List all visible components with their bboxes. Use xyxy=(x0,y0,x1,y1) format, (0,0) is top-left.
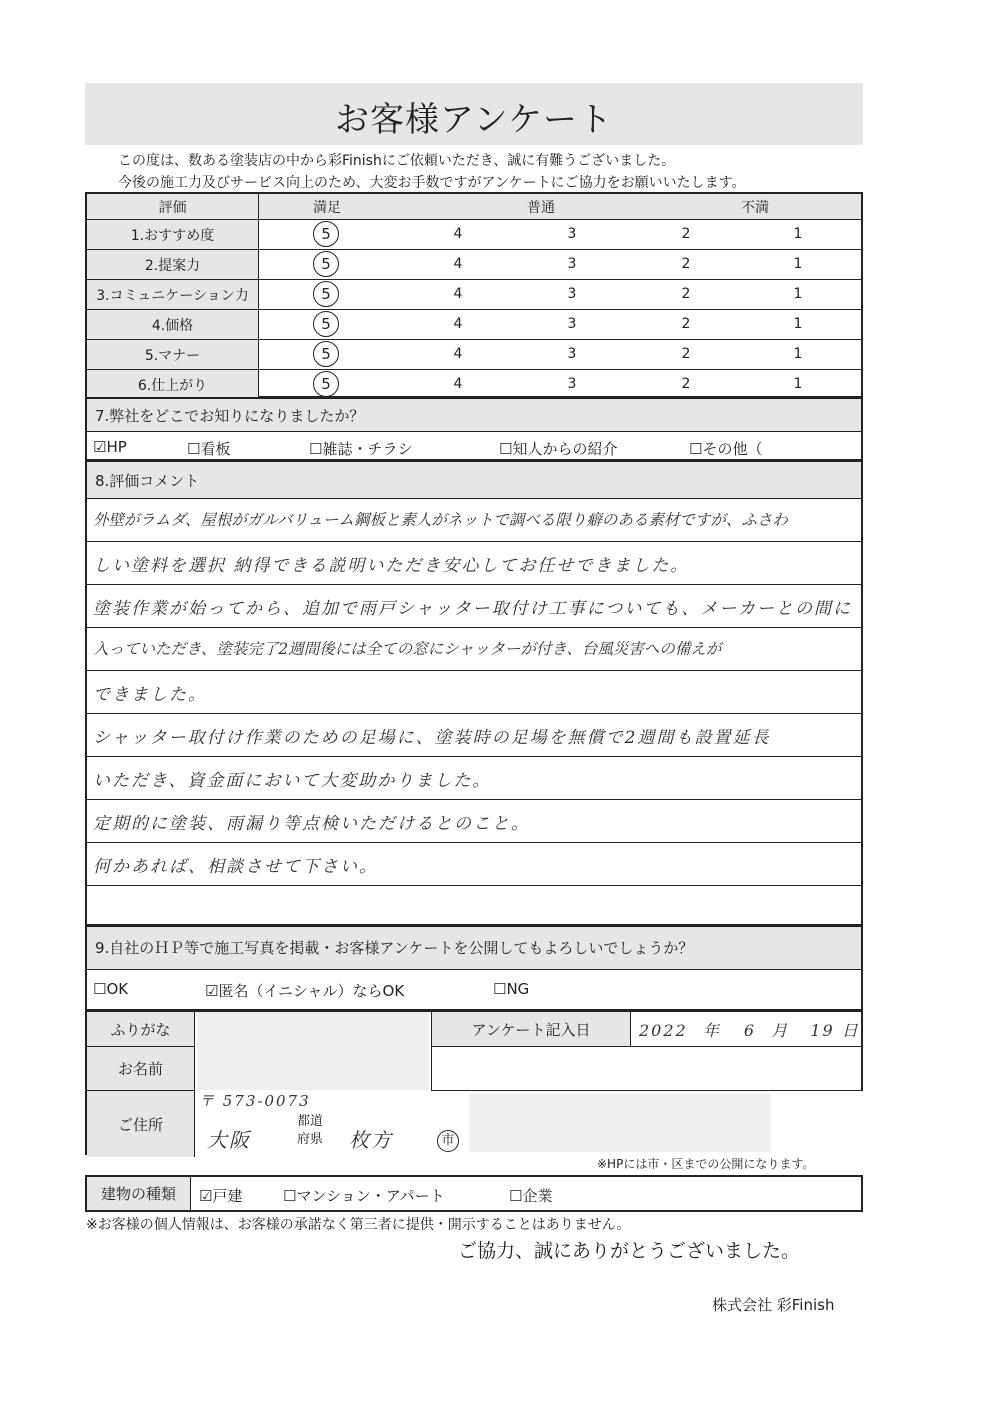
building-option-company-label: 企業 xyxy=(522,1187,553,1205)
name-divider xyxy=(431,1090,863,1091)
date-divider xyxy=(431,1046,863,1047)
rating-selected-score[interactable]: 5 xyxy=(313,311,339,337)
handwritten-comment: 塗装作業が始ってから、追加で雨戸シャッター取付け工事についても、メーカーとの間に xyxy=(93,599,852,619)
rating-table xyxy=(85,192,863,398)
rating-row xyxy=(87,309,861,339)
date-year-unit: 年 xyxy=(702,1021,721,1040)
rating-score-option[interactable]: 4 xyxy=(453,226,463,242)
checkbox-icon: ☐ xyxy=(309,440,323,458)
q7-option-hp[interactable] xyxy=(93,438,127,456)
rating-row xyxy=(87,339,861,369)
rating-score-option[interactable]: 4 xyxy=(453,346,463,362)
comment-line xyxy=(87,541,861,584)
rating-score-option[interactable]: 2 xyxy=(681,226,691,242)
handwritten-comment: シャッター取付け作業のための足場に、塗装時の足場を無償で2週間も設置延長 xyxy=(93,728,771,748)
rating-score-option[interactable]: 1 xyxy=(793,226,803,242)
checkbox-icon: ☐ xyxy=(187,440,201,458)
comment-line xyxy=(87,670,861,713)
comment-line xyxy=(87,756,861,799)
q7-question: 7.弊社をどこでお知りになりましたか？ xyxy=(95,407,365,425)
comment-line xyxy=(87,799,861,842)
building-option-apartment[interactable] xyxy=(283,1185,445,1206)
checkbox-icon: ☑ xyxy=(93,438,107,456)
rating-score-option[interactable]: 3 xyxy=(567,316,577,332)
pref-suffix-top: 都道 xyxy=(297,1114,324,1129)
rating-header-high: 満足 xyxy=(313,200,341,216)
building-label: 建物の種類 xyxy=(87,1177,191,1210)
furigana-label: ふりがな xyxy=(87,1012,195,1046)
address-prefecture: 大阪 xyxy=(207,1128,251,1152)
handwritten-comment: しい塗料を選択 納得できる説明いただき安心してお任せできました。 xyxy=(93,556,690,576)
checkbox-icon: ☐ xyxy=(93,980,107,998)
rating-selected-score[interactable]: 5 xyxy=(313,341,339,367)
rating-score-option[interactable]: 3 xyxy=(567,226,577,242)
date-label: アンケート記入日 xyxy=(431,1012,631,1046)
rating-score-option[interactable]: 2 xyxy=(681,256,691,272)
building-option-apartment-label: マンション・アパート xyxy=(296,1187,445,1205)
rating-selected-score[interactable]: 5 xyxy=(313,281,339,307)
q7-section xyxy=(85,397,863,461)
name-redacted xyxy=(197,1012,429,1090)
rating-score-option[interactable]: 3 xyxy=(567,286,577,302)
q8-question: 8.評価コメント xyxy=(95,472,200,490)
rating-score-option[interactable]: 4 xyxy=(453,376,463,392)
right-edge xyxy=(861,1012,863,1090)
rating-score-option[interactable]: 2 xyxy=(681,346,691,362)
privacy-note: ※お客様の個人情報は、お客様の承諾なく第三者に提供・開示することはありません。 xyxy=(86,1217,631,1233)
checkbox-icon: ☐ xyxy=(509,1187,523,1205)
page-title: お客様アンケート xyxy=(335,100,613,140)
rating-score-option[interactable]: 1 xyxy=(793,376,803,392)
q8-section xyxy=(85,460,863,926)
rating-score-option[interactable]: 2 xyxy=(681,316,691,332)
date-day: 19 xyxy=(810,1021,835,1040)
rating-item-label: 5.マナー xyxy=(87,340,259,369)
date-day-unit: 日 xyxy=(841,1021,860,1040)
name-label: お名前 xyxy=(87,1046,195,1090)
rating-item-label: 1.おすすめ度 xyxy=(87,220,259,249)
rating-selected-score[interactable]: 5 xyxy=(313,221,339,247)
checkbox-icon: ☑ xyxy=(199,1187,213,1205)
building-option-house-label: 戸建 xyxy=(212,1187,243,1205)
rating-row xyxy=(87,279,861,309)
rating-score-option[interactable]: 3 xyxy=(567,376,577,392)
rating-score-option[interactable]: 1 xyxy=(793,286,803,302)
handwritten-comment: いただき、資金面において大変助かりました。 xyxy=(93,771,492,791)
rating-score-option[interactable]: 4 xyxy=(453,256,463,272)
pref-suffix: 府県 xyxy=(297,1132,324,1147)
rating-header-label: 評価 xyxy=(87,194,259,219)
q7-option-other-label: その他（ xyxy=(702,440,763,458)
q7-options xyxy=(87,431,861,463)
q7-header xyxy=(87,399,861,431)
q9-section xyxy=(85,925,863,1011)
q9-option-ok[interactable] xyxy=(93,980,128,998)
rating-score-option[interactable]: 4 xyxy=(453,286,463,302)
q7-option-magazine[interactable] xyxy=(309,438,412,459)
customer-section xyxy=(85,1010,863,1155)
address-label: ご住所 xyxy=(87,1090,195,1157)
rating-score-option[interactable]: 4 xyxy=(453,316,463,332)
city-suffix: 市 xyxy=(437,1130,459,1152)
rating-row xyxy=(87,369,861,399)
handwritten-comment: 何かあれば、相談させて下さい。 xyxy=(93,857,378,877)
checkbox-icon: ☐ xyxy=(499,440,513,458)
rating-row xyxy=(87,249,861,279)
q9-header xyxy=(87,927,861,969)
postal-code: 〒 573-0073 xyxy=(199,1092,311,1110)
q8-header xyxy=(87,462,861,498)
q7-option-signboard[interactable] xyxy=(187,438,230,459)
date-month-unit: 月 xyxy=(771,1021,790,1040)
rating-row xyxy=(87,219,861,249)
mid-edge xyxy=(431,1012,432,1090)
q9-option-anonymous[interactable] xyxy=(205,980,404,1001)
rating-item-label: 2.提案力 xyxy=(87,250,259,279)
rating-header-mid: 普通 xyxy=(527,200,555,216)
address-redacted xyxy=(469,1094,771,1152)
rating-score-option[interactable]: 3 xyxy=(567,346,577,362)
rating-item-label: 4.価格 xyxy=(87,310,259,339)
q7-option-referral[interactable] xyxy=(499,438,617,459)
q7-option-magazine-label: 雑誌・チラシ xyxy=(322,440,413,458)
building-option-company[interactable] xyxy=(509,1185,552,1206)
address-city: 枚方 xyxy=(349,1128,393,1152)
checkbox-icon: ☑ xyxy=(205,982,219,1000)
rating-item-label: 6.仕上がり xyxy=(87,370,259,399)
rating-header-low: 不満 xyxy=(741,200,769,216)
comment-line xyxy=(87,842,861,885)
checkbox-icon: ☐ xyxy=(689,440,703,458)
handwritten-comment: 入っていただき、塗装完了2週間後には全ての窓にシャッターが付き、台風災害への備えが xyxy=(93,640,722,658)
comment-line xyxy=(87,713,861,756)
company-name: 株式会社 彩Finish xyxy=(712,1296,835,1314)
q7-option-hp-label: HP xyxy=(106,438,127,456)
rating-selected-score[interactable]: 5 xyxy=(313,371,339,397)
rating-score-option[interactable]: 1 xyxy=(793,316,803,332)
checkbox-icon: ☐ xyxy=(493,980,507,998)
q7-option-signboard-label: 看板 xyxy=(200,440,231,458)
comment-line xyxy=(87,885,861,928)
rating-score-option[interactable]: 2 xyxy=(681,286,691,302)
date-month: 6 xyxy=(743,1021,757,1040)
rating-score-option[interactable]: 2 xyxy=(681,376,691,392)
checkbox-icon: ☐ xyxy=(283,1187,297,1205)
rating-score-option[interactable]: 1 xyxy=(793,256,803,272)
publish-note: ※HPには市・区までの公開になります。 xyxy=(597,1157,815,1171)
q9-option-ng-label: NG xyxy=(506,980,530,998)
q9-options xyxy=(87,969,861,1013)
handwritten-comment: 定期的に塗装、雨漏り等点検いただけるとのこと。 xyxy=(93,814,530,834)
q7-option-other[interactable] xyxy=(689,438,762,459)
q9-option-ok-label: OK xyxy=(106,980,129,998)
comment-line xyxy=(87,584,861,627)
rating-score-option[interactable]: 1 xyxy=(793,346,803,362)
comment-line xyxy=(87,498,861,541)
thanks-message: ご協力、誠にありがとうございました。 xyxy=(458,1240,801,1262)
rating-selected-score[interactable]: 5 xyxy=(313,251,339,277)
handwritten-comment: 外壁がラムダ、屋根がガルバリューム鋼板と素人がネットで調べる限り癖のある素材ですが、ふさわ xyxy=(93,511,788,529)
comment-line xyxy=(87,627,861,670)
q9-question: 9.自社のＨＰ等で施工写真を掲載・お客様アンケートを公開してもよろしいでしょうか？ xyxy=(95,939,694,957)
building-option-house[interactable] xyxy=(199,1185,242,1206)
q9-option-ng[interactable] xyxy=(493,980,529,998)
q9-option-anonymous-label: 匿名（イニシャル）ならOK xyxy=(218,982,405,1000)
handwritten-comment: できました。 xyxy=(93,685,207,705)
intro-line-2: 今後の施工力及びサービス向上のため、大変お手数ですがアンケートにご協力をお願いいたします。 xyxy=(118,175,746,191)
q7-option-referral-label: 知人からの紹介 xyxy=(512,440,618,458)
rating-score-option[interactable]: 3 xyxy=(567,256,577,272)
building-section xyxy=(85,1175,863,1212)
rating-header xyxy=(87,194,861,219)
date-year: 2022 xyxy=(639,1021,688,1040)
intro-line-1: この度は、数ある塗装店の中から彩Finishにご依頼いただき、誠に有難うございました。 xyxy=(118,153,676,169)
rating-item-label: 3.コミュニケーション力 xyxy=(87,280,259,309)
survey-date xyxy=(639,1018,860,1041)
